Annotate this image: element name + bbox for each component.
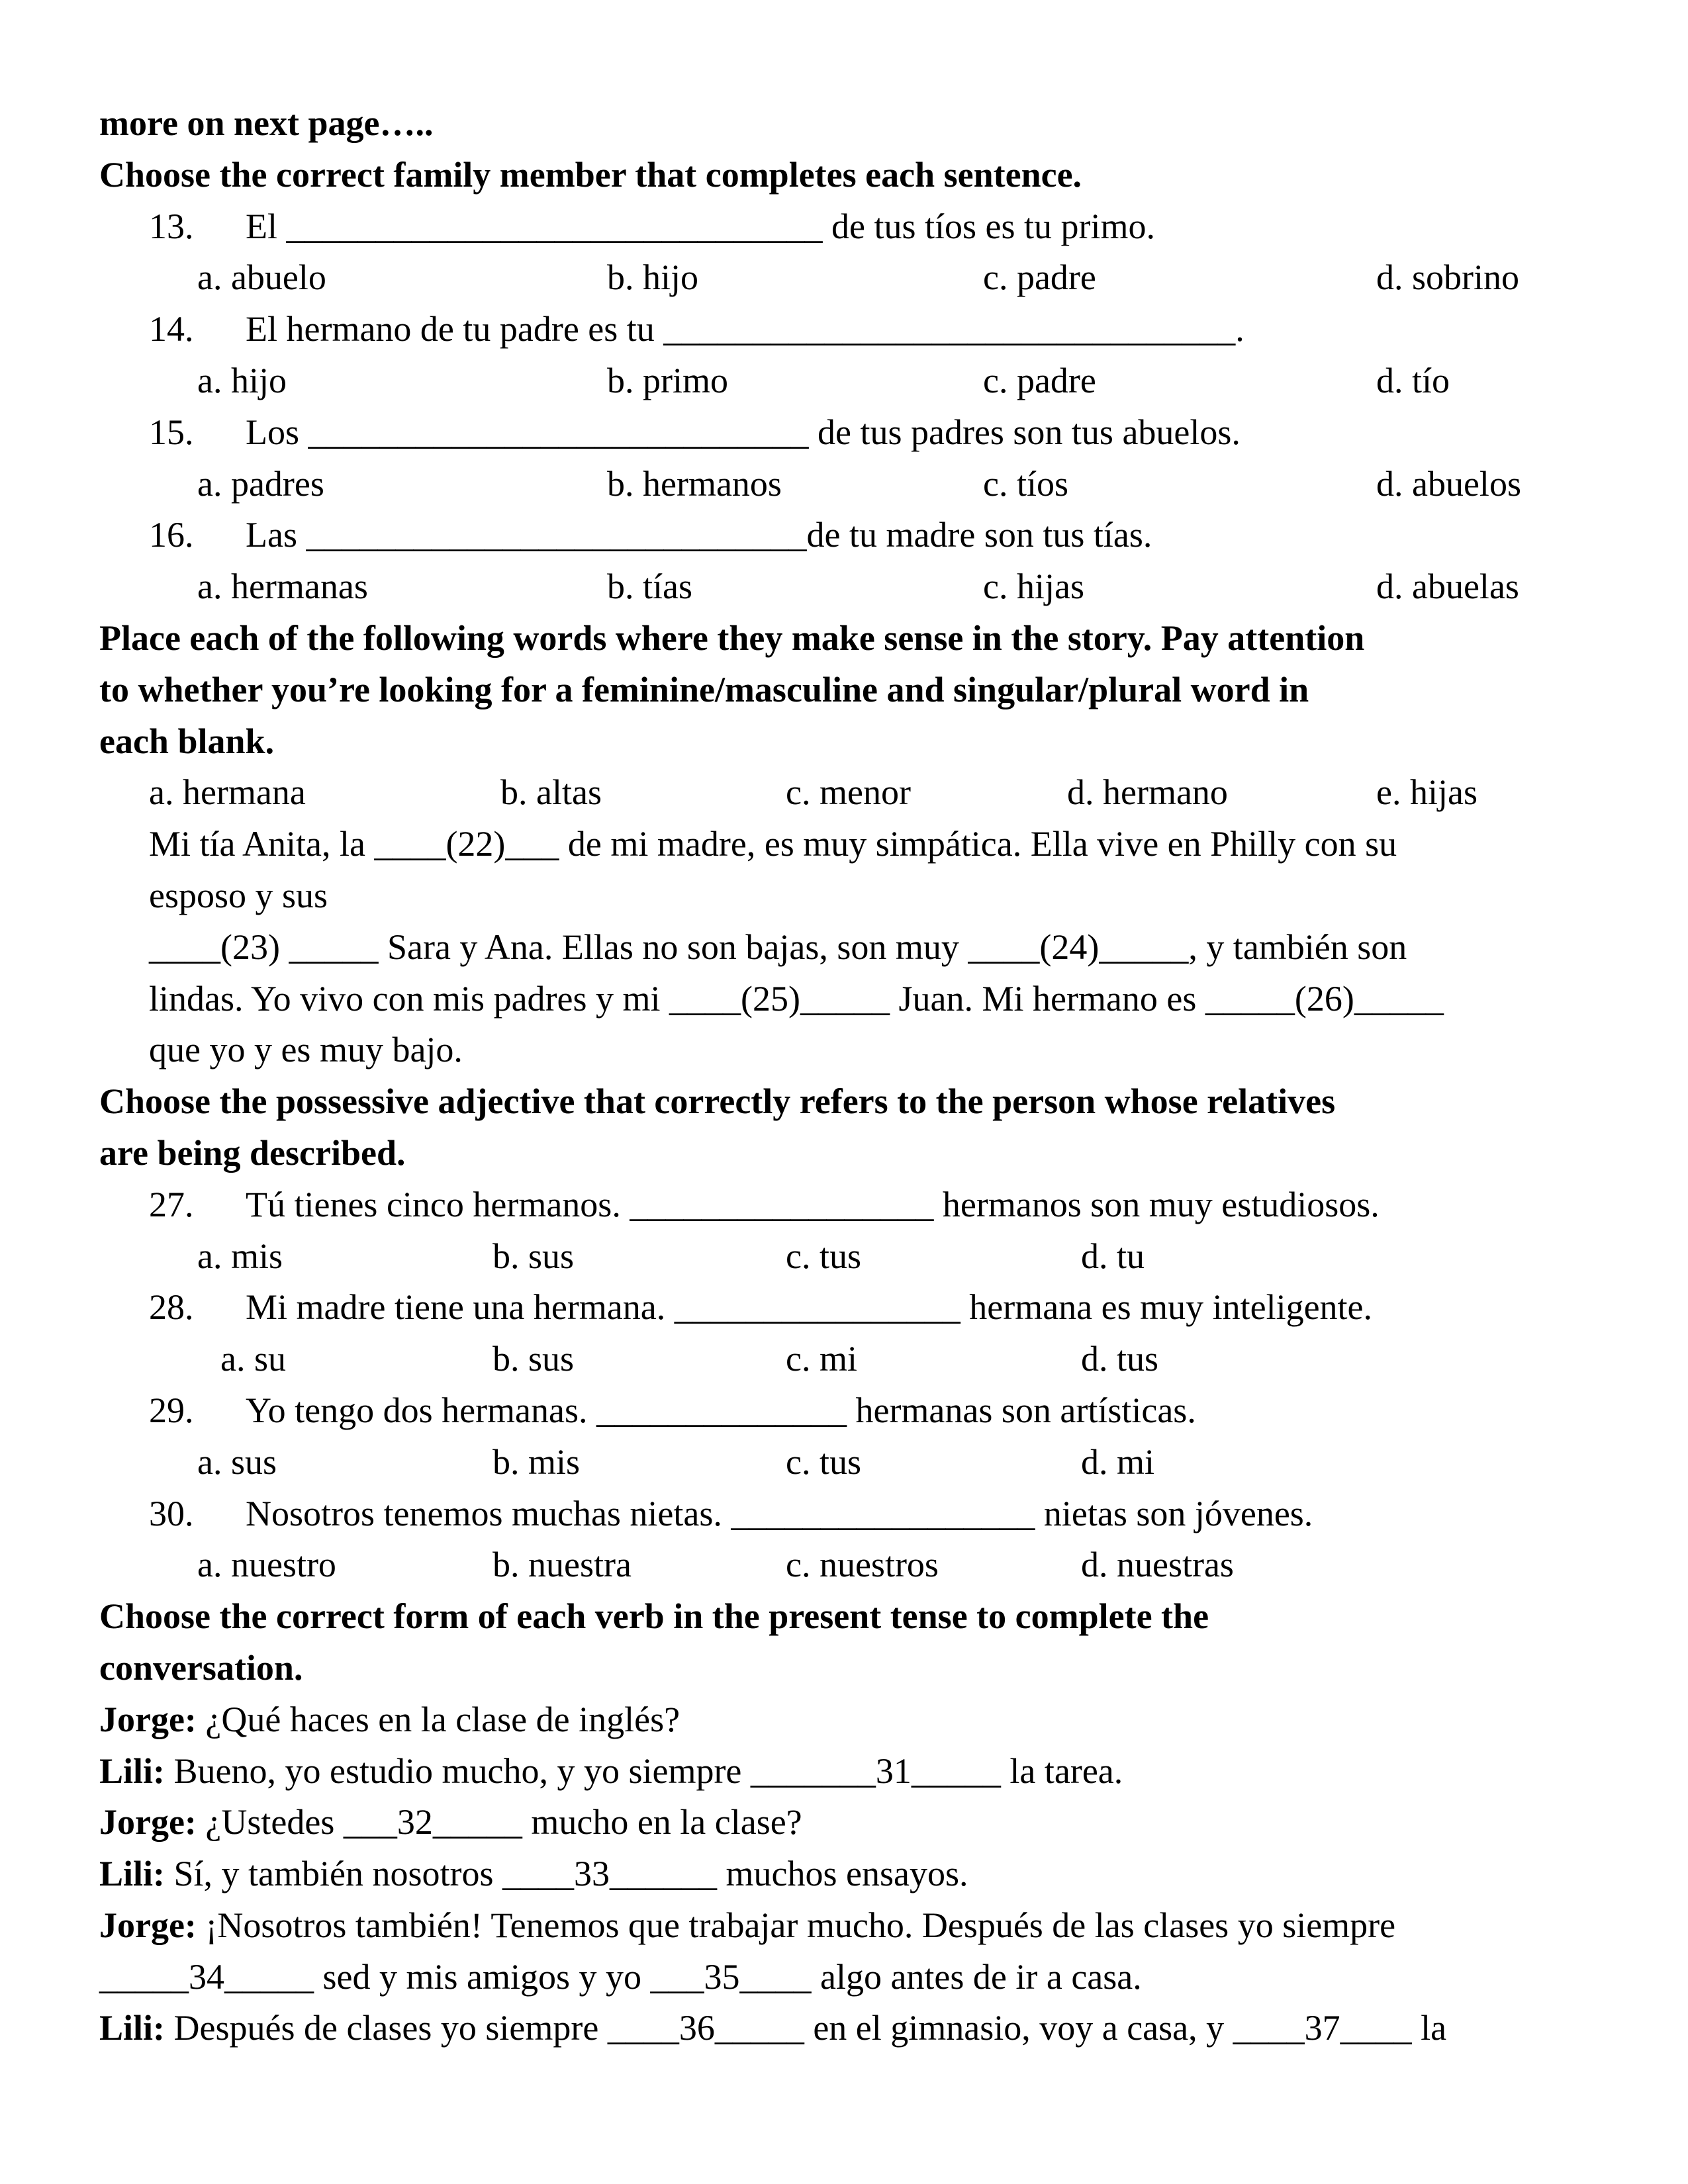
speaker: Lili: <box>99 1751 165 1791</box>
option: d. tu <box>1081 1236 1145 1276</box>
speaker: Jorge: <box>99 1699 197 1739</box>
dialogue-line <box>0 1694 1688 1746</box>
story-line: lindas. Yo vivo con mis padres y mi ____(25)_____ Juan. Mi hermano es _____(26)_____ <box>149 978 1444 1019</box>
option: c. mi <box>786 1339 857 1379</box>
option: b. primo <box>607 360 728 400</box>
dialogue-line <box>0 1952 1688 2003</box>
option: d. tío <box>1376 360 1450 400</box>
dialogue-text: ¿Ustedes ___32_____ mucho en la clase? <box>196 1802 802 1843</box>
question <box>0 407 1688 459</box>
speaker: Jorge: <box>99 1905 197 1945</box>
section-instruction: are being described. <box>99 1132 406 1173</box>
option: b. sus <box>492 1339 575 1379</box>
option: c. tíos <box>983 463 1068 504</box>
options <box>0 1231 1688 1283</box>
option: c. tus <box>786 1236 861 1276</box>
word-option: b. altas <box>500 772 602 813</box>
section-instruction: to whether you’re looking for a feminine/masculine and singular/plural word in <box>99 669 1309 709</box>
option: c. tus <box>786 1441 861 1482</box>
options <box>0 1334 1688 1385</box>
dialogue-text: Sí, y también nosotros ____33______ muchos ensayos. <box>165 1854 968 1894</box>
options <box>0 1437 1688 1488</box>
question-text: Nosotros tenemos muchas nietas. _________________ nietas son jóvenes. <box>246 1493 1313 1533</box>
dialogue-line <box>0 1797 1688 1848</box>
question-number: 29. <box>149 1390 194 1430</box>
question-number: 15. <box>149 412 194 452</box>
question-text: Yo tengo dos hermanas. ______________ hermanas son artísticas. <box>246 1390 1196 1430</box>
word-option: d. hermano <box>1067 772 1228 813</box>
question-text: El hermano de tu padre es tu ________________________________. <box>246 309 1244 349</box>
option: b. hermanos <box>607 463 782 504</box>
dialogue-line <box>0 1848 1688 1900</box>
option: a. hijo <box>197 360 287 400</box>
option: a. padres <box>197 463 324 504</box>
question-number: 27. <box>149 1184 194 1224</box>
story-line: ____(23) _____ Sara y Ana. Ellas no son bajas, son muy ____(24)_____, y también son <box>149 927 1407 967</box>
section-instruction: conversation. <box>99 1647 303 1688</box>
story-line: que yo y es muy bajo. <box>149 1030 463 1070</box>
worksheet <box>0 98 1688 2054</box>
dialogue-line <box>0 1900 1688 1952</box>
dialogue-line <box>0 2003 1688 2054</box>
options <box>0 561 1688 613</box>
word-option: e. hijas <box>1376 772 1477 813</box>
option: d. sobrino <box>1376 257 1519 298</box>
question <box>0 1282 1688 1334</box>
option: c. padre <box>983 257 1096 298</box>
options <box>0 459 1688 510</box>
dialogue-text: _____34_____ sed y mis amigos y yo ___35____ algo antes de ir a casa. <box>99 1956 1142 1997</box>
speaker: Jorge: <box>99 1802 197 1843</box>
story-line: Mi tía Anita, la ____(22)___ de mi madre, es muy simpática. Ella vive en Philly con su <box>149 824 1397 864</box>
dialogue-text: Después de clases yo siempre ____36_____ en el gimnasio, voy a casa, y ____37____ la <box>165 2008 1447 2048</box>
question-number: 16. <box>149 515 194 555</box>
question <box>0 510 1688 561</box>
options <box>0 355 1688 407</box>
question <box>0 1385 1688 1437</box>
question-text: Los ____________________________ de tus padres son tus abuelos. <box>246 412 1241 452</box>
option: a. mis <box>197 1236 283 1276</box>
question-text: Tú tienes cinco hermanos. _________________ hermanos son muy estudiosos. <box>246 1184 1380 1224</box>
question-number: 30. <box>149 1493 194 1533</box>
section-instruction: Choose the correct form of each verb in the present tense to complete the <box>99 1596 1209 1637</box>
dialogue-text: ¡Nosotros también! Tenemos que trabajar mucho. Después de las clases yo siempre <box>196 1905 1396 1945</box>
question <box>0 304 1688 355</box>
option: a. sus <box>197 1441 277 1482</box>
option: c. hijas <box>983 567 1084 607</box>
option: b. hijo <box>607 257 699 298</box>
word-bank <box>0 767 1688 819</box>
question-text: El ______________________________ de tus tíos es tu primo. <box>246 206 1155 246</box>
option: b. nuestra <box>492 1545 632 1585</box>
more-note: more on next page….. <box>99 103 434 143</box>
option: b. tías <box>607 567 692 607</box>
word-option: a. hermana <box>149 772 306 813</box>
option: b. sus <box>492 1236 575 1276</box>
option: d. abuelas <box>1376 567 1519 607</box>
speaker: Lili: <box>99 1854 165 1894</box>
question <box>0 1179 1688 1231</box>
option: a. hermanas <box>197 567 368 607</box>
option: c. nuestros <box>786 1545 939 1585</box>
options <box>0 252 1688 304</box>
question-number: 13. <box>149 206 194 246</box>
option: d. nuestras <box>1081 1545 1234 1585</box>
question-text: Las ____________________________de tu madre son tus tías. <box>246 515 1152 555</box>
section-instruction: Place each of the following words where they make sense in the story. Pay attention <box>99 617 1365 658</box>
story-line: esposo y sus <box>149 875 328 915</box>
option: d. abuelos <box>1376 463 1521 504</box>
option: a. abuelo <box>197 257 326 298</box>
options <box>0 1539 1688 1591</box>
question <box>0 1488 1688 1540</box>
word-option: c. menor <box>786 772 911 813</box>
option: a. nuestro <box>197 1545 336 1585</box>
question-number: 14. <box>149 309 194 349</box>
speaker: Lili: <box>99 2008 165 2048</box>
option: d. mi <box>1081 1441 1155 1482</box>
dialogue-text: ¿Qué haces en la clase de inglés? <box>196 1699 680 1739</box>
section-instruction: each blank. <box>99 721 275 761</box>
option: c. padre <box>983 360 1096 400</box>
dialogue-line <box>0 1746 1688 1797</box>
dialogue-text: Bueno, yo estudio mucho, y yo siempre _______31_____ la tarea. <box>165 1751 1123 1791</box>
option: b. mis <box>492 1441 581 1482</box>
section-instruction: Choose the correct family member that completes each sentence. <box>99 154 1082 195</box>
question-number: 28. <box>149 1287 194 1328</box>
option: a. su <box>220 1339 286 1379</box>
question <box>0 201 1688 253</box>
option: d. tus <box>1081 1339 1159 1379</box>
question-text: Mi madre tiene una hermana. ________________ hermana es muy inteligente. <box>246 1287 1373 1328</box>
section-instruction: Choose the possessive adjective that correctly refers to the person whose relatives <box>99 1081 1336 1122</box>
